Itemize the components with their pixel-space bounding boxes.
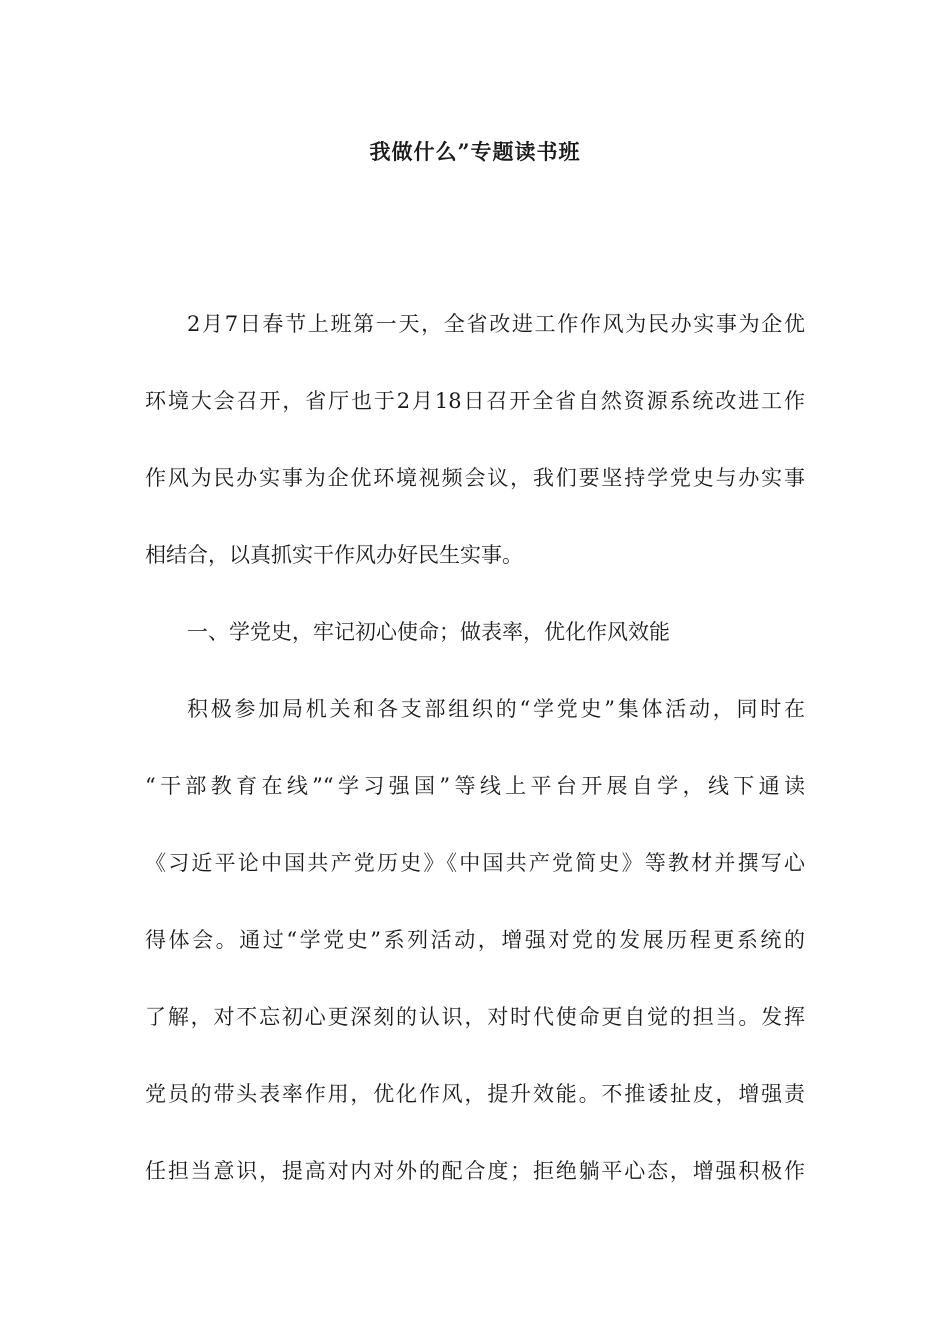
body-line: 《习近平论中国共产党历史》《中国共产党简史》等教材并撰写心 [145, 851, 805, 875]
body-line: 党员的带头表率作用，优化作风，提升效能。不推诿扯皮，增强责 [145, 1082, 805, 1106]
document-title: 我做什么”专题读书班 [369, 139, 581, 164]
body-line: 作风为民办实事为企优环境视频会议，我们要坚持学党史与办实事 [145, 466, 805, 490]
body-line: 任担当意识，提高对内对外的配合度；拒绝躺平心态，增强积极作 [145, 1159, 805, 1183]
document-body [145, 305, 805, 1229]
body-line: “干部教育在线”“学习强国”等线上平台开展自学，线下通读 [145, 774, 805, 798]
body-line: 积极参加局机关和各支部组织的“学党史”集体活动，同时在 [187, 697, 805, 721]
body-line: 2月7日春节上班第一天，全省改进工作作风为民办实事为企优 [187, 312, 805, 336]
section-heading: 一、学党史，牢记初心使命；做表率，优化作风效能 [187, 620, 670, 644]
body-line: 相结合，以真抓实干作风办好民生实事。 [145, 543, 523, 567]
body-line: 环境大会召开，省厅也于2月18日召开全省自然资源系统改进工作 [145, 389, 805, 413]
body-line: 了解，对不忘初心更深刻的认识，对时代使命更自觉的担当。发挥 [145, 1005, 805, 1029]
body-line: 得体会。通过“学党史”系列活动，增强对党的发展历程更系统的 [145, 928, 805, 952]
